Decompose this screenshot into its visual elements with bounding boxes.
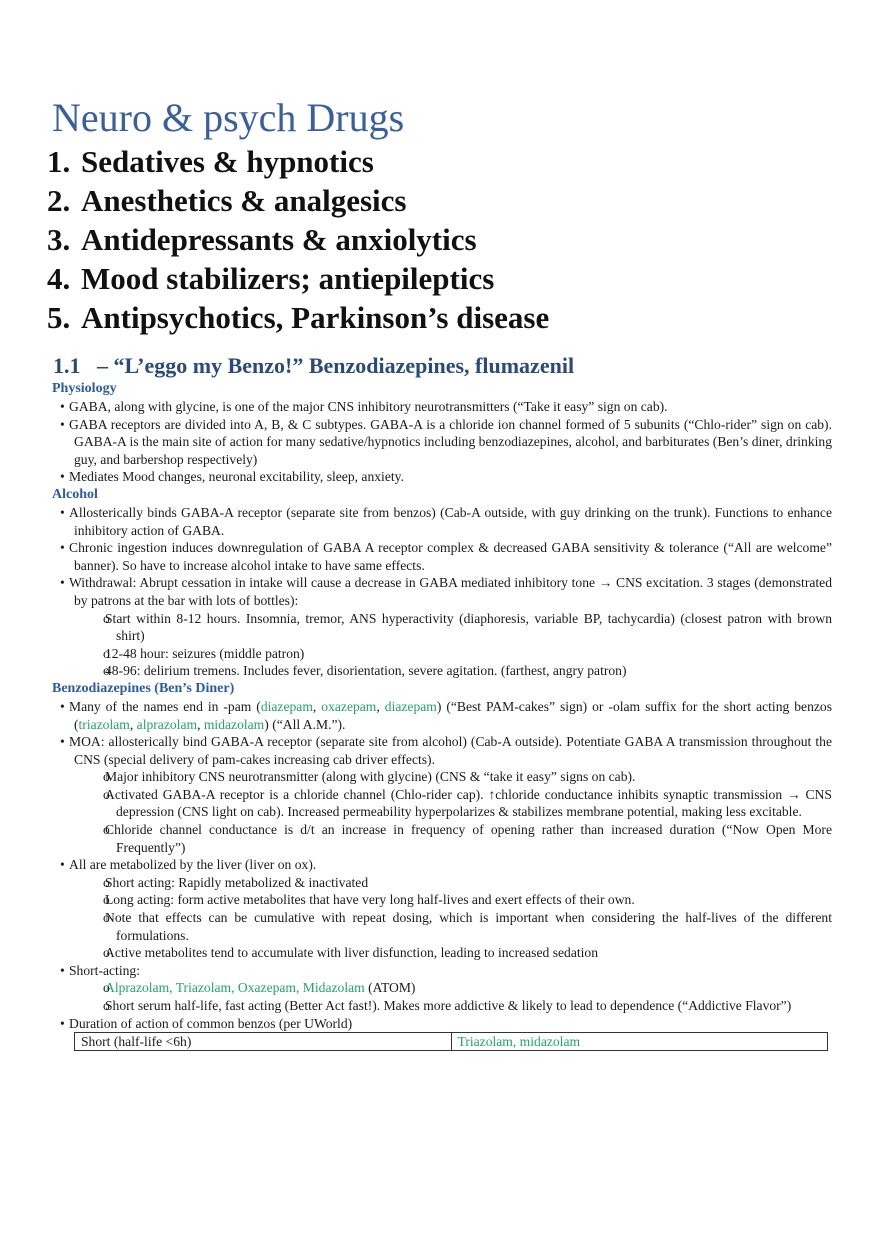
metabolism-text: All are metabolized by the liver (liver on ox). [69,857,317,873]
toc-number: 5. [47,300,71,335]
drug-name: midazolam [203,716,265,732]
toc-label: Antidepressants & anxiolytics [81,222,477,257]
bullet-item [52,733,832,856]
table-row [75,1033,828,1051]
toc-number: 4. [47,261,71,296]
text-run: , [376,698,385,714]
toc-item [47,142,549,181]
table-of-contents [47,142,549,337]
physiology-heading: Physiology [52,381,117,396]
alcohol-heading: Alcohol [52,486,98,502]
toc-item [47,220,549,259]
moa-text: MOA: allosterically bind GABA-A receptor (separate site from alcohol) (Cab-A outside). Potentiate GABA A transmission throughout the CNS (special delivery of pam-cakes increasing cab driver effects). [69,734,832,767]
withdrawal-stages [74,610,832,680]
drug-name: triazolam [78,716,130,732]
drug-name: diazepam [384,698,437,714]
drug-name: diazepam [260,698,313,714]
section-content [52,380,832,1051]
sub-bullet-item: o Note that effects can be cumulative with repeat dosing, which is important when considering the half-lives of the different formulations. [74,909,832,944]
table-cell: Triazolam, midazolam [451,1033,828,1051]
sub-bullet-item: o Activated GABA-A receptor is a chloride channel (Chlo-rider cap). ↑chloride conductance inhibits synaptic transmission → CNS depression (CNS light on cab). Increased permeability hyperpolarizes & stabilizes membrane potential, making less excitable. [74,786,832,821]
sub-bullet-item: o Short acting: Rapidly metabolized & inactivated [74,874,832,892]
drug-name: alprazolam [136,716,198,732]
toc-label: Anesthetics & analgesics [81,183,407,218]
sub-bullet-item: o Chloride channel conductance is d/t an increase in frequency of opening rather than increased duration (“Now Open More Frequently”) [74,821,832,856]
text-run: Many of the names end in -pam ( [69,698,261,714]
text-run: , [129,716,137,732]
toc-label: Mood stabilizers; antiepileptics [81,261,495,296]
toc-item [47,181,549,220]
benzo-list [52,698,832,1032]
bullet-item: • Duration of action of common benzos (per UWorld) [52,1015,832,1033]
text-run: ) (“Best PAM-cakes” sign) or -olam suffix for the short acting benzos ( [74,698,833,732]
toc-number: 2. [47,183,71,218]
bullet-item: • GABA, along with glycine, is one of the major CNS inhibitory neurotransmitters (“Take it easy” sign on cab). [52,398,832,416]
drug-name: oxazepam [321,698,377,714]
drug-list: Alprazolam, Triazolam, Oxazepam, Midazolam [105,980,365,996]
physiology-list [52,398,832,486]
withdrawal-text: Withdrawal: Abrupt cessation in intake will cause a decrease in GABA mediated inhibitory tone → CNS excitation. 3 stages (demonstrated by patrons at the bar with lots of bottles): [69,575,832,608]
benzo-heading: Benzodiazepines (Ben’s Diner) [52,680,235,696]
bullet-item: • GABA receptors are divided into A, B, & C subtypes. GABA-A is a chloride ion channel formed of 5 subunits (“Chlo-rider” sign on cab). GABA-A is the main site of action for many sedative/hypnotics including benzodiazepines, alcohol, and barbiturates (Ben’s diner, drinking guy, and barbershop respectively) [52,416,832,469]
bullet-item [52,698,832,733]
section-title: – “L’eggo my Benzo!” Benzodiazepines, flumazenil [97,353,575,378]
bullet-item: • Chronic ingestion induces downregulation of GABA A receptor complex & decreased GABA sensitivity & tolerance (“All are welcome” banner). So have to increase alcohol intake to have same effects. [52,539,832,574]
sub-bullet-item: o Major inhibitory CNS neurotransmitter (along with glycine) (CNS & “take it easy” signs on cab). [74,768,832,786]
sub-bullet-item: o 12-48 hour: seizures (middle patron) [74,645,832,663]
sub-bullet-item: o Long acting: form active metabolites that have very long half-lives and exert effects of their own. [74,891,832,909]
sub-bullet-item: o Active metabolites tend to accumulate with liver disfunction, leading to increased sedation [74,944,832,962]
section-heading [53,352,574,380]
sub-bullet-item: o Short serum half-life, fast acting (Better Act fast!). Makes more addictive & likely to lead to dependence (“Addictive Flavor”) [74,997,832,1015]
text-run: , [197,716,204,732]
toc-number: 3. [47,222,71,257]
text-run: (ATOM) [364,980,416,996]
document-title: Neuro & psych Drugs [52,95,405,140]
toc-item [47,298,549,337]
alcohol-list [52,504,832,680]
sub-bullet-item: o 48-96: delirium tremens. Includes fever, disorientation, severe agitation. (farthest, angry patron) [74,662,832,680]
toc-number: 1. [47,144,71,179]
toc-item [47,259,549,298]
toc-label: Antipsychotics, Parkinson’s disease [81,300,550,335]
duration-table [74,1032,828,1051]
bullet-item [52,574,832,680]
text-run: ) (“All A.M.”). [264,716,346,732]
toc-label: Sedatives & hypnotics [81,144,374,179]
section-number: 1.1 [53,353,81,378]
bullet-item: • Mediates Mood changes, neuronal excitability, sleep, anxiety. [52,468,832,486]
bullet-item [52,856,832,962]
sub-bullet-item [74,979,832,997]
short-acting-sublist [74,979,832,1014]
text-run: , [312,698,322,714]
short-acting-text: Short-acting: [69,962,140,978]
bullet-item [52,962,832,1015]
table-cell: Short (half-life <6h) [75,1033,452,1051]
moa-sublist [74,768,832,856]
bullet-item: • Allosterically binds GABA-A receptor (separate site from benzos) (Cab-A outside, with guy drinking on the trunk). Functions to enhance inhibitory action of GABA. [52,504,832,539]
metabolism-sublist [74,874,832,962]
sub-bullet-item: o Start within 8-12 hours. Insomnia, tremor, ANS hyperactivity (diaphoresis, variable BP, tachycardia) (closest patron with brown shirt) [74,610,832,645]
